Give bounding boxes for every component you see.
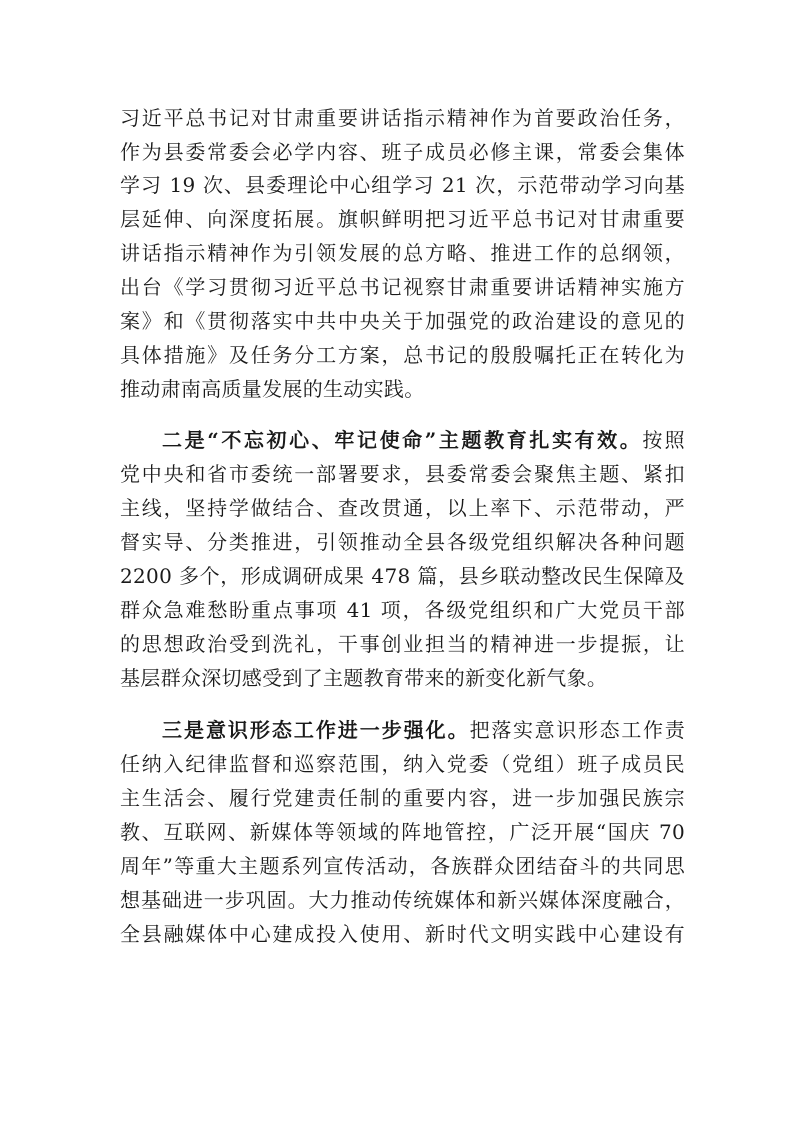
paragraph-1-line-6: 出台《学习贯彻习近平总书记视察甘肃重要讲话精神实施方 xyxy=(120,275,685,299)
paragraph-3-first-rest: 把落实意识形态工作责 xyxy=(469,718,685,742)
paragraph-2-line-3: 主线，坚持学做结合、查改贯通，以上率下、示范带动，严 xyxy=(120,496,685,520)
paragraph-2-line-6: 群众急难愁盼重点事项 41 项，各级党组织和广大党员干部 xyxy=(120,598,685,622)
paragraph-1-line-4: 层延伸、向深度拓展。旗帜鲜明把习近平总书记对甘肃重要 xyxy=(120,207,685,231)
paragraph-1-line-8: 具体措施》及任务分工方案，总书记的殷殷嘱托正在转化为 xyxy=(120,343,685,367)
paragraph-1-line-5: 讲话指示精神作为引领发展的总方略、推进工作的总纲领， xyxy=(120,241,685,265)
paragraph-3-line-7: 全县融媒体中心建成投入使用、新时代文明实践中心建设有 xyxy=(120,922,685,946)
paragraph-1-line-9: 推动肃南高质量发展的生动实践。 xyxy=(120,377,425,401)
paragraph-3-line-4: 教、互联网、新媒体等领域的阵地管控，广泛开展“国庆 70 xyxy=(120,820,685,844)
paragraph-2-line-2: 党中央和省市委统一部署要求，县委常委会聚焦主题、紧扣 xyxy=(120,462,685,486)
paragraph-3-line-3: 主生活会、履行党建责任制的重要内容，进一步加强民族宗 xyxy=(120,786,685,810)
paragraph-1-line-3: 学习 19 次、县委理论中心组学习 21 次，示范带动学习向基 xyxy=(120,173,685,197)
paragraph-2-line-8: 基层群众深切感受到了主题教育带来的新变化新气象。 xyxy=(120,666,608,690)
paragraph-2-line-5: 2200 多个，形成调研成果 478 篇，县乡联动整改民生保障及 xyxy=(120,564,685,588)
paragraph-2-line-4: 督实导、分类推进，引领推动全县各级党组织解决各种问题 xyxy=(120,530,685,554)
paragraph-2-lead: 二是“不忘初心、牢记使命”主题教育扎实有效。 xyxy=(162,428,643,452)
paragraph-3-line-5: 周年”等重大主题系列宣传活动，各族群众团结奋斗的共同思 xyxy=(120,854,685,878)
paragraph-3-line-2: 任纳入纪律监督和巡察范围，纳入党委（党组）班子成员民 xyxy=(120,752,685,776)
paragraph-2-first-rest: 按照 xyxy=(642,428,685,452)
paragraph-3-lead: 三是意识形态工作进一步强化。 xyxy=(162,718,470,742)
paragraph-3-first-line xyxy=(162,713,685,747)
paragraph-1-line-2: 作为县委常委会必学内容、班子成员必修主课，常委会集体 xyxy=(120,140,685,164)
paragraph-2-line-7: 的思想政治受到洗礼，干事创业担当的精神进一步提振，让 xyxy=(120,632,685,656)
paragraph-1-line-1: 习近平总书记对甘肃重要讲话指示精神作为首要政治任务， xyxy=(120,106,685,130)
paragraph-3-line-6: 想基础进一步巩固。大力推动传统媒体和新兴媒体深度融合， xyxy=(120,888,685,912)
paragraph-1-line-7: 案》和《贯彻落实中共中央关于加强党的政治建设的意见的 xyxy=(120,309,685,333)
paragraph-2-first-line xyxy=(162,423,685,457)
